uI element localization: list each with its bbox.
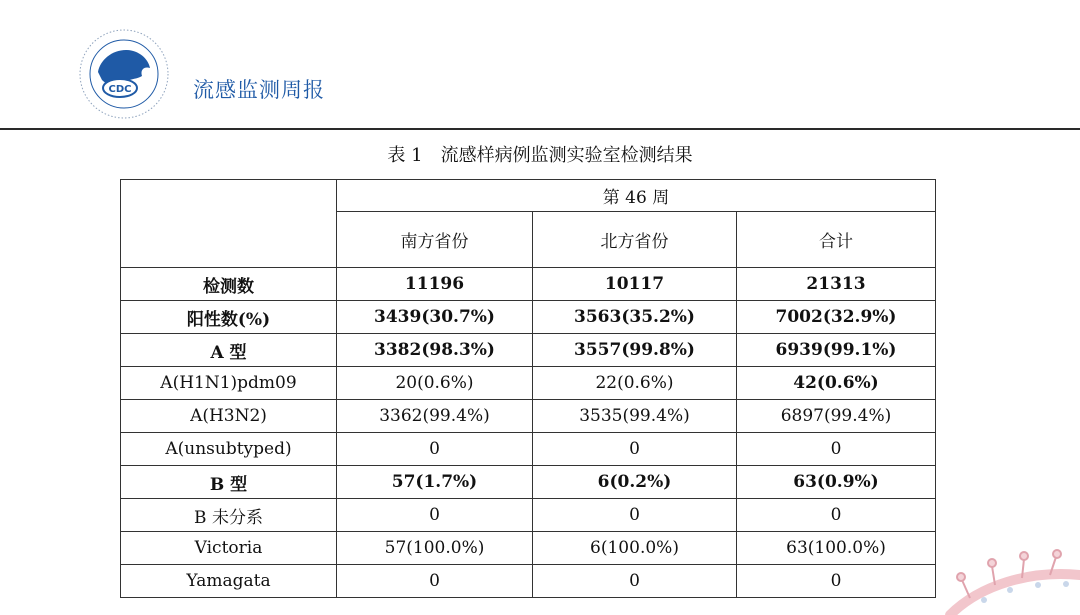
table-row [121, 433, 936, 466]
table-cell: 57(100.0%) [337, 532, 533, 565]
table-row [121, 466, 936, 499]
table-cell: 10117 [533, 268, 737, 301]
table-cell: 3557(99.8%) [533, 334, 737, 367]
table-row [121, 334, 936, 367]
table-row [121, 565, 936, 598]
table-cell: 0 [737, 499, 936, 532]
row-label: A(H3N2) [121, 400, 337, 433]
row-label: A 型 [121, 334, 337, 367]
table-cell: 63(0.9%) [737, 466, 936, 499]
table-cell: 42(0.6%) [737, 367, 936, 400]
row-label: B 未分系 [121, 499, 337, 532]
table-cell: 6939(99.1%) [737, 334, 936, 367]
row-label: 检测数 [121, 268, 337, 301]
table-cell: 63(100.0%) [737, 532, 936, 565]
table-cell: 0 [533, 433, 737, 466]
corner-cell [121, 180, 337, 268]
table-cell: 0 [337, 499, 533, 532]
week-header: 第 46 周 [337, 180, 936, 212]
table-cell: 0 [737, 565, 936, 598]
column-header-north: 北方省份 [533, 212, 737, 268]
table-cell: 0 [337, 433, 533, 466]
table-cell: 3382(98.3%) [337, 334, 533, 367]
table-cell: 0 [533, 499, 737, 532]
table-cell: 0 [737, 433, 936, 466]
table-cell: 6(0.2%) [533, 466, 737, 499]
table-cell: 7002(32.9%) [737, 301, 936, 334]
table-cell: 3362(99.4%) [337, 400, 533, 433]
table-row [121, 367, 936, 400]
table-title: 流感样病例监测实验室检测结果 [440, 145, 693, 166]
table-row [121, 499, 936, 532]
table-cell: 11196 [337, 268, 533, 301]
table-cell: 6(100.0%) [533, 532, 737, 565]
report-title: 流感监测周报 [193, 78, 325, 102]
table-caption [0, 141, 1080, 167]
column-header-south: 南方省份 [337, 212, 533, 268]
china-cdc-logo [78, 28, 170, 120]
table-cell: 3563(35.2%) [533, 301, 737, 334]
table-cell: 6897(99.4%) [737, 400, 936, 433]
row-label: Victoria [121, 532, 337, 565]
table-cell: 57(1.7%) [337, 466, 533, 499]
virus-illustration [940, 530, 1080, 615]
table-row [121, 301, 936, 334]
row-label: A(unsubtyped) [121, 433, 337, 466]
table-cell: 0 [337, 565, 533, 598]
row-label: 阳性数(%) [121, 301, 337, 334]
table-cell: 3439(30.7%) [337, 301, 533, 334]
table-row [121, 268, 936, 301]
report-header [0, 0, 1080, 130]
ili-lab-results-table [120, 179, 936, 598]
table-number: 表 1 [387, 145, 423, 166]
table-cell: 3535(99.4%) [533, 400, 737, 433]
row-label: A(H1N1)pdm09 [121, 367, 337, 400]
table-cell: 22(0.6%) [533, 367, 737, 400]
table-cell: 21313 [737, 268, 936, 301]
logo-mark: CDC [108, 84, 132, 95]
table-row [121, 400, 936, 433]
row-label: Yamagata [121, 565, 337, 598]
header-divider [0, 128, 1080, 130]
table-header-row [121, 180, 936, 212]
column-header-total: 合计 [737, 212, 936, 268]
row-label: B 型 [121, 466, 337, 499]
table-row [121, 532, 936, 565]
table-cell: 20(0.6%) [337, 367, 533, 400]
table-cell: 0 [533, 565, 737, 598]
